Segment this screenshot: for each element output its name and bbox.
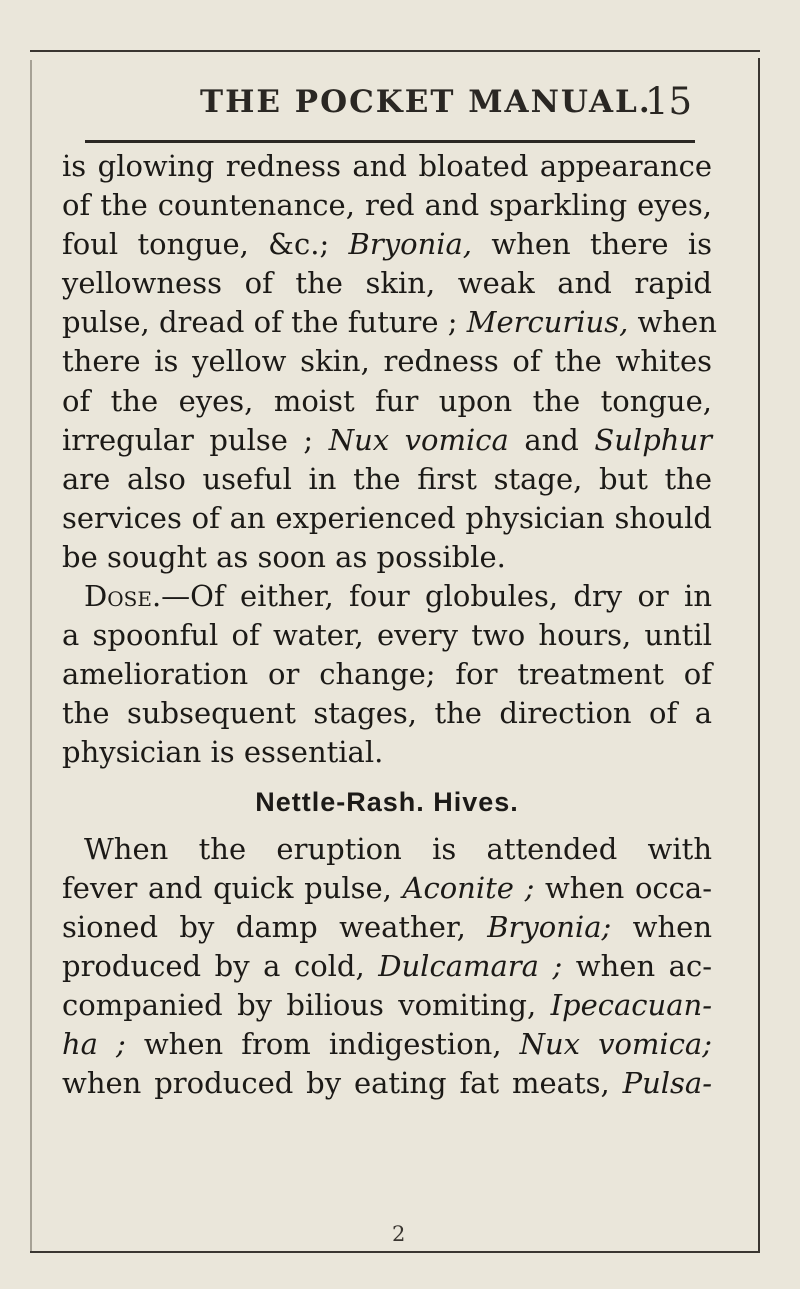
text-line <box>62 733 712 772</box>
italic-text: Sulphur <box>594 422 712 457</box>
text-line <box>62 616 712 655</box>
page-frame-right <box>758 58 760 1253</box>
text-line <box>62 869 712 908</box>
text-line <box>62 264 712 303</box>
text-span: when occa- <box>534 870 712 905</box>
text-line <box>62 694 712 733</box>
section-heading: Nettle-Rash. Hives. <box>255 786 519 817</box>
text-span: of the countenance, red and sparkling eyes, <box>62 188 712 223</box>
header-rule <box>85 140 695 143</box>
italic-text: Pulsa- <box>622 1066 712 1101</box>
text-line <box>62 577 712 616</box>
page-number: 15 <box>645 80 693 123</box>
italic-text: Bryonia; <box>487 909 612 944</box>
text-line <box>62 499 712 538</box>
italic-text: Bryonia, <box>348 227 473 262</box>
running-title: THE POCKET MANUAL. <box>200 84 652 120</box>
text-line <box>62 186 712 225</box>
text-line <box>62 1064 712 1103</box>
italic-text: Aconite ; <box>402 870 535 905</box>
paragraph-block-1 <box>62 147 717 773</box>
text-span: produced by a cold, <box>62 948 379 983</box>
text-span: amelioration or change; for treatment of <box>62 657 712 692</box>
text-span: services of an experienced physician should <box>62 500 712 535</box>
text-span: when <box>611 909 713 944</box>
italic-text: Ipecacuan- <box>550 987 712 1022</box>
text-span: Dose. <box>84 579 162 614</box>
text-line <box>62 538 712 577</box>
text-span: sioned by damp weather, <box>62 909 488 944</box>
text-line <box>62 303 717 342</box>
text-line <box>62 421 712 460</box>
text-span: companied by bilious vomiting, <box>62 987 551 1022</box>
text-line <box>62 147 712 186</box>
italic-text: Mercurius, <box>466 305 629 340</box>
text-line <box>62 655 712 694</box>
page-frame-bottom <box>30 1251 760 1253</box>
text-span: of the eyes, moist fur upon the tongue, <box>62 383 712 418</box>
paragraph-block-2 <box>62 830 712 1104</box>
text-span: when from indigestion, <box>125 1027 520 1062</box>
signature-mark: 2 <box>392 1222 406 1246</box>
text-span: irregular pulse ; <box>62 422 329 457</box>
text-span: a spoonful of water, every two hours, until <box>62 618 712 653</box>
text-span: foul tongue, &c.; <box>62 227 349 262</box>
text-span: be sought as soon as possible. <box>62 539 506 574</box>
text-line <box>62 225 712 264</box>
text-span: when produced by eating fat meats, <box>62 1066 623 1101</box>
text-line <box>62 986 712 1025</box>
text-line <box>62 342 712 381</box>
text-span: physician is essential. <box>62 735 384 770</box>
text-span: the subsequent stages, the direction of a <box>62 696 712 731</box>
italic-text: Nux vomica <box>328 422 509 457</box>
italic-text: Dulcamara ; <box>378 948 563 983</box>
text-span: fever and quick pulse, <box>62 870 403 905</box>
text-line <box>62 1025 712 1064</box>
text-line <box>62 382 712 421</box>
text-span: there is yellow skin, redness of the whites <box>62 344 712 379</box>
text-span: when there is <box>472 227 712 262</box>
page-frame-top <box>30 50 760 52</box>
text-line <box>62 830 712 869</box>
italic-text: ha ; <box>62 1027 126 1062</box>
text-span: are also useful in the first stage, but the <box>62 461 712 496</box>
italic-text: Nux vomica; <box>519 1027 712 1062</box>
text-span: when <box>628 305 717 340</box>
text-span: —Of either, four globules, dry or in <box>161 579 712 614</box>
text-line <box>62 908 712 947</box>
text-span: pulse, dread of the future ; <box>62 305 467 340</box>
text-span: and <box>508 422 595 457</box>
text-span: yellowness of the skin, weak and rapid <box>62 266 712 301</box>
text-span: When the eruption is attended with <box>84 831 712 866</box>
body-text <box>62 147 717 1103</box>
text-line <box>62 460 712 499</box>
text-span: is glowing redness and bloated appearance <box>62 149 712 183</box>
text-span: when ac- <box>562 948 712 983</box>
text-line <box>62 947 712 986</box>
page-frame-left <box>30 60 32 1253</box>
